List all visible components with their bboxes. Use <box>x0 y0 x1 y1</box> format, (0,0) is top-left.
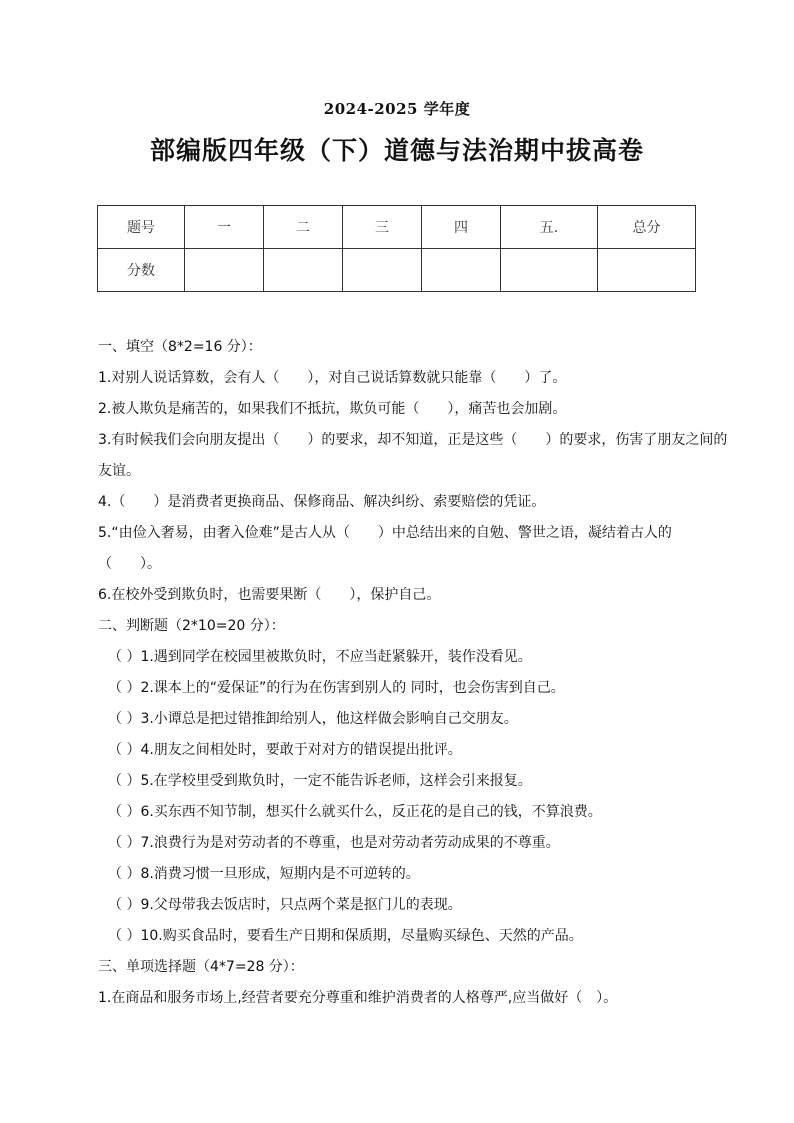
score-table-cell: 题号 <box>98 206 185 249</box>
fill-blank-question: 3.有时候我们会向朋友提出（ ）的要求，却不知道，正是这些（ ）的要求，伤害了朋友之间的友谊。 <box>98 432 728 479</box>
exam-content <box>98 332 728 1014</box>
true-false-question: （ ）1.遇到同学在校园里被欺负时，不应当赶紧躲开，装作没看见。 <box>108 649 532 665</box>
true-false-question: （ ）2.课本上的“爱保证”的行为在伤害到别人的 同时，也会伤害到自己。 <box>108 680 565 696</box>
true-false-question: （ ）6.买东西不知节制，想买什么就买什么，反正花的是自己的钱，不算浪费。 <box>108 804 602 820</box>
single-choice-question: 1.在商品和服务市场上,经营者要充分尊重和维护消费者的人格尊严,应当做好（ ）。 <box>98 990 618 1006</box>
score-table-cell: 五. <box>501 206 598 249</box>
fill-blank-question: 6.在校外受到欺负时，也需要果断（ ），保护自己。 <box>98 587 441 603</box>
exam-title: 部编版四年级（下）道德与法治期中拔高卷 <box>149 136 644 165</box>
score-table-cell: 一 <box>185 206 264 249</box>
fill-blank-question: 2.被人欺负是痛苦的，如果我们不抵抗，欺负可能（ ），痛苦也会加剧。 <box>98 401 567 417</box>
score-table-cell: 分数 <box>98 249 185 292</box>
score-table-cell: 三 <box>343 206 422 249</box>
score-table-cell: 四 <box>422 206 501 249</box>
score-table-cell <box>264 249 343 292</box>
score-table-cell <box>422 249 501 292</box>
true-false-question: （ ）9.父母带我去饭店时，只点两个菜是抠门儿的表现。 <box>108 897 462 913</box>
score-table-cell <box>501 249 598 292</box>
score-table-score-row <box>98 249 696 292</box>
true-false-question: （ ）8.消费习惯一旦形成，短期内是不可逆转的。 <box>108 866 420 882</box>
section-heading-single-choice: 三、单项选择题（4*7=28 分）： <box>98 959 304 975</box>
score-table <box>97 205 696 292</box>
true-false-question: （ ）3.小谭总是把过错推卸给别人，他这样做会影响自己交朋友。 <box>108 711 518 727</box>
score-table-cell: 二 <box>264 206 343 249</box>
score-table-cell <box>343 249 422 292</box>
true-false-question: （ ）7.浪费行为是对劳动者的不尊重，也是对劳动者劳动成果的不尊重。 <box>108 835 560 851</box>
school-year: 2024-2025 学年度 <box>323 100 471 118</box>
section-heading-true-false: 二、判断题（2*10=20 分）： <box>98 618 285 634</box>
true-false-question: （ ）4.朋友之间相处时，要敢于对对方的错误提出批评。 <box>108 742 462 758</box>
fill-blank-question: 1.对别人说话算数，会有人（ ），对自己说话算数就只能靠（ ）了。 <box>98 370 567 386</box>
section-heading-fill-blank: 一、填空（8*2=16 分）： <box>98 339 262 355</box>
score-table-cell <box>598 249 696 292</box>
true-false-question: （ ）5.在学校里受到欺负时，一定不能告诉老师，这样会引来报复。 <box>108 773 532 789</box>
score-table-cell: 总分 <box>598 206 696 249</box>
score-table-header-row <box>98 206 696 249</box>
fill-blank-question: 4.（ ）是消费者更换商品、保修商品、解决纠纷、索要赔偿的凭证。 <box>98 494 546 510</box>
score-table-cell <box>185 249 264 292</box>
true-false-question: （ ）10.购买食品时，要看生产日期和保质期，尽量购买绿色、天然的产品。 <box>108 928 583 944</box>
fill-blank-question: 5.“由俭入奢易，由奢入俭难”是古人从（ ）中总结出来的自勉、警世之语，凝结着古人的（ ）。 <box>98 525 672 572</box>
